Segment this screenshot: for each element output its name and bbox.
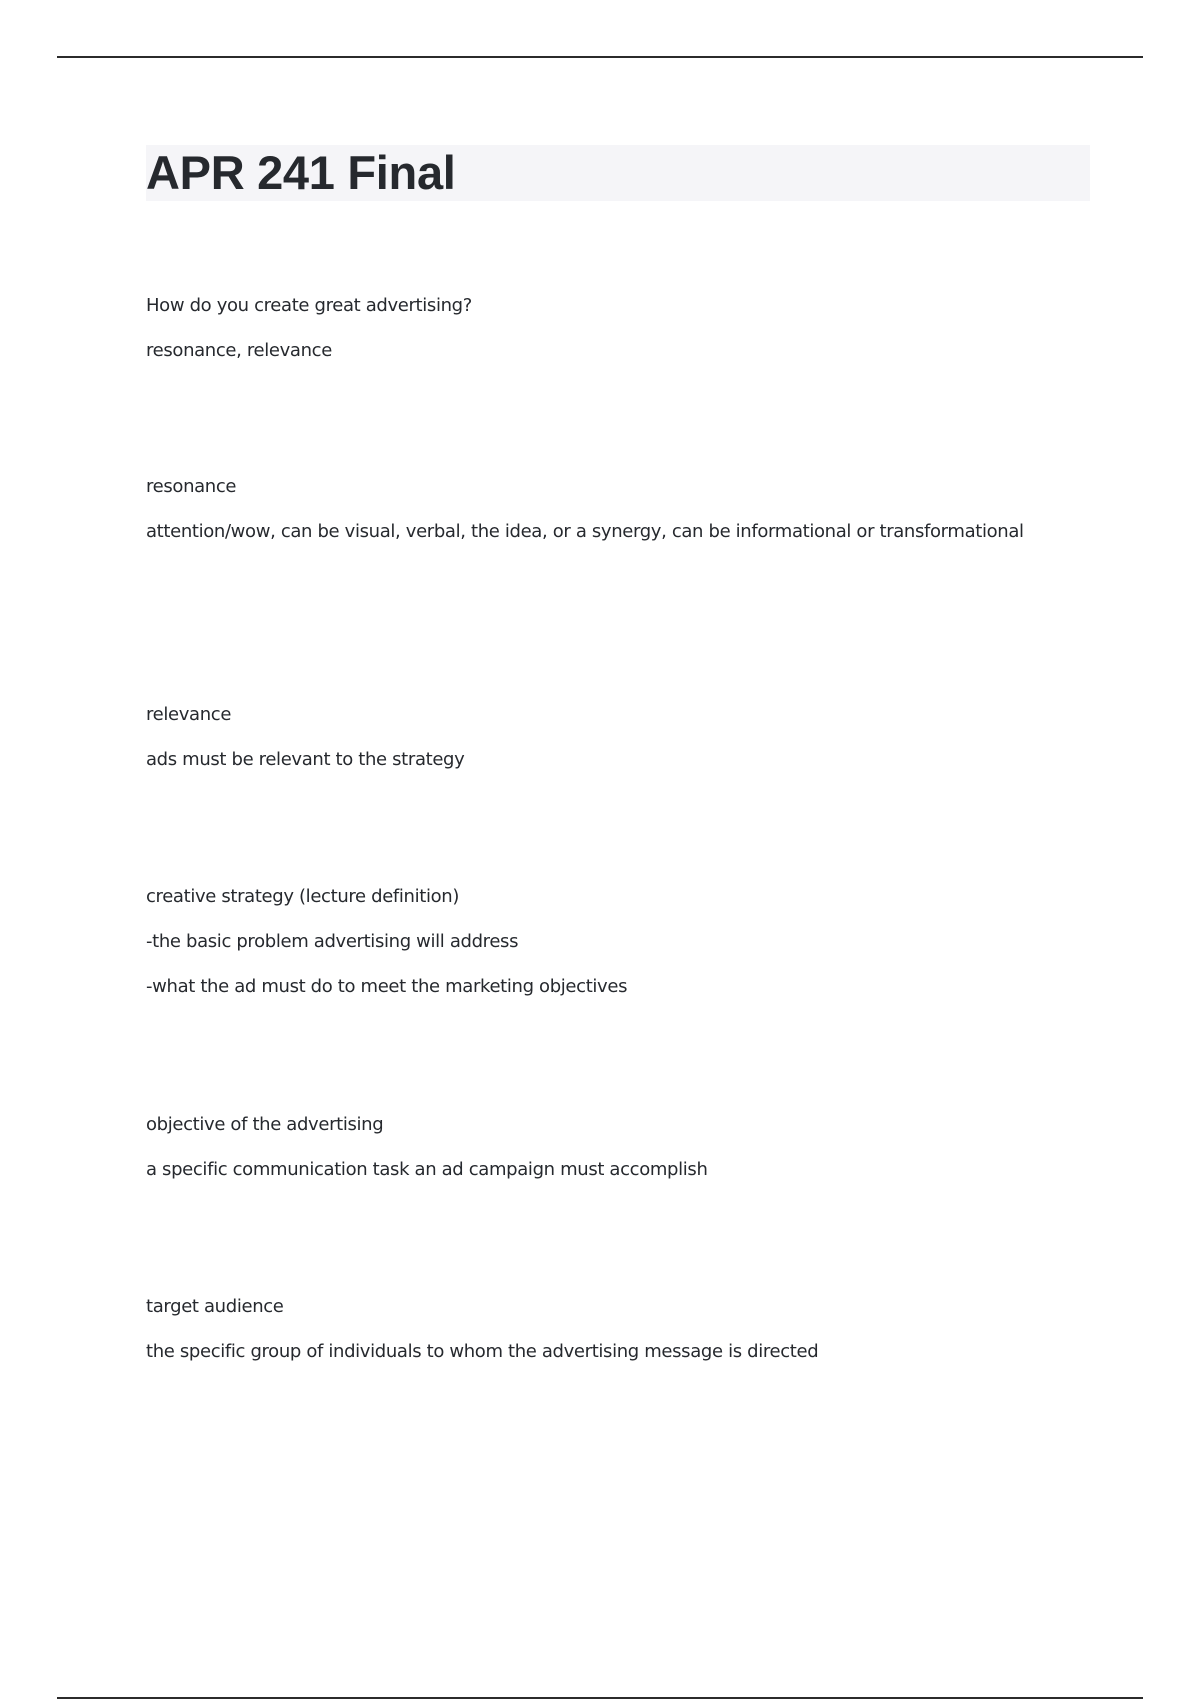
card-term: relevance [146,704,232,725]
card-term: resonance [146,476,237,497]
card-term: How do you create great advertising? [146,295,472,316]
card-term: objective of the advertising [146,1114,384,1135]
flashcard-3 [146,703,1146,793]
card-definition: attention/wow, can be visual, verbal, the idea, or a synergy, can be informational or transformational [146,521,1024,542]
card-definition: ads must be relevant to the strategy [146,749,465,770]
flashcard-4 [146,885,1146,1020]
card-term: creative strategy (lecture definition) [146,886,460,907]
flashcard-6 [146,1295,1146,1385]
card-definition: -the basic problem advertising will address [146,931,519,952]
card-definition: a specific communication task an ad campaign must accomplish [146,1159,708,1180]
header-rule [57,56,1143,58]
footer-rule [57,1697,1143,1699]
flashcard-5 [146,1113,1146,1203]
flashcard-1 [146,294,1146,384]
card-term: target audience [146,1296,284,1317]
card-definition: the specific group of individuals to whom the advertising message is directed [146,1341,819,1362]
card-definition: resonance, relevance [146,340,332,361]
card-definition: -what the ad must do to meet the marketing objectives [146,976,628,997]
flashcard-2 [146,475,1146,565]
document-title: APR 241 Final [146,146,456,199]
